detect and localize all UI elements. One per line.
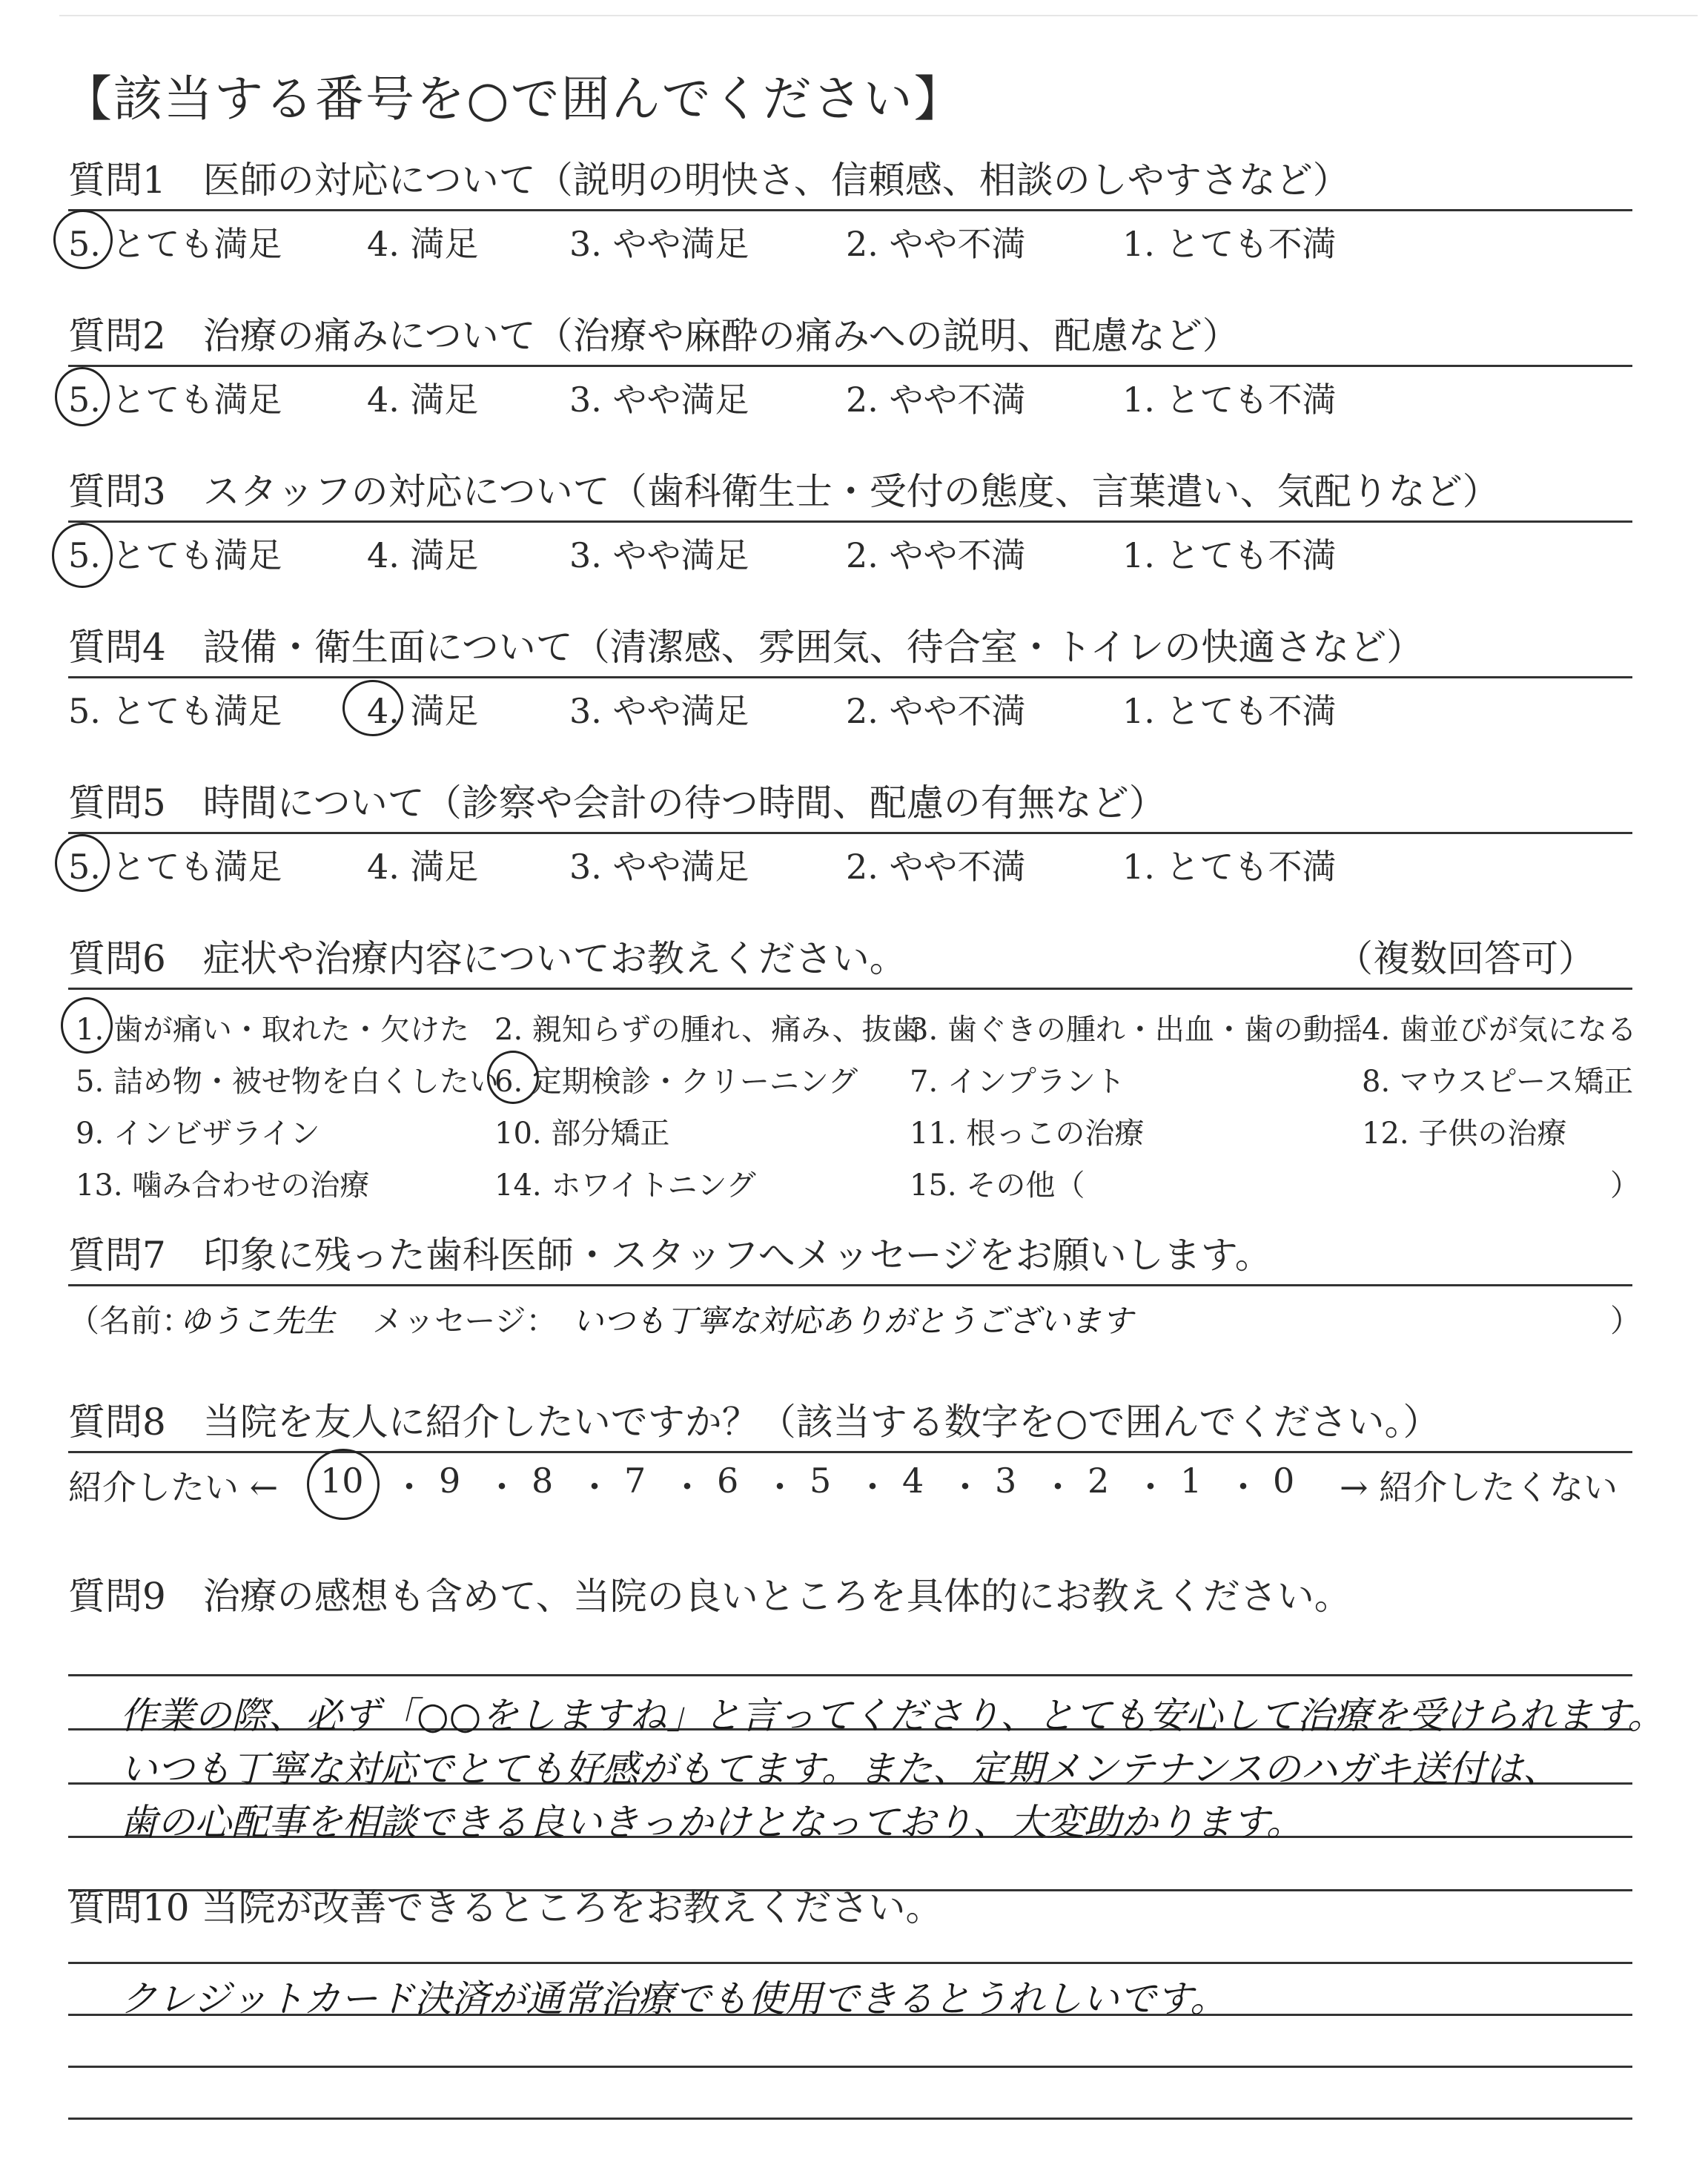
- question-8-heading: 質問8 当院を友人に紹介したいですか？（該当する数字を○で囲んでください。）: [68, 1401, 1440, 1444]
- question-8: [68, 1398, 1632, 1513]
- answer-circle: [55, 834, 110, 892]
- separator: ・: [763, 1467, 797, 1507]
- option-15[interactable]: 15. その他（: [910, 1168, 1085, 1203]
- score-4[interactable]: 4: [902, 1461, 924, 1501]
- question-1-heading: 質問1 医師の対応について（説明の明快さ、信頼感、相談のしやすさなど）: [68, 159, 1350, 202]
- answer-circle: [487, 1051, 539, 1104]
- option-9[interactable]: 9. インビザライン: [76, 1117, 320, 1151]
- option-2[interactable]: 2. 親知らずの腫れ、痛み、抜歯: [494, 1013, 921, 1047]
- message-close-paren: ）: [1610, 1303, 1642, 1339]
- separator: ・: [1133, 1467, 1168, 1507]
- option-1[interactable]: 1. とても不満: [1122, 224, 1337, 264]
- question-5-options: [68, 834, 1632, 886]
- option-2[interactable]: 2. やや不満: [846, 380, 1026, 420]
- question-3-options: [68, 523, 1632, 575]
- question-6-options: [68, 990, 1640, 1205]
- question-4-heading: 質問4 設備・衛生面について（清潔感、雰囲気、待合室・トイレの快適さなど）: [68, 626, 1424, 669]
- question-9: [68, 1572, 1665, 1903]
- score-1[interactable]: 1: [1180, 1461, 1202, 1501]
- separator: ・: [1226, 1467, 1260, 1507]
- separator: ・: [948, 1467, 982, 1507]
- score-5[interactable]: 5: [810, 1461, 832, 1501]
- option-4[interactable]: 4. 満足: [367, 535, 479, 575]
- question-6-heading: [68, 934, 1632, 983]
- separator: ・: [577, 1467, 612, 1507]
- option-1[interactable]: 1. とても不満: [1122, 535, 1337, 575]
- question-7: [68, 1231, 1642, 1346]
- option-10[interactable]: 10. 部分矯正: [494, 1117, 670, 1151]
- score-0[interactable]: 0: [1273, 1461, 1295, 1501]
- score-7[interactable]: 7: [624, 1461, 646, 1501]
- message-label: メッセージ：: [372, 1303, 557, 1339]
- answer-text-line[interactable]: クレジットカード決済が通常治療でも使用できるとうれしいです。: [120, 1977, 1228, 2020]
- answer-circle: [55, 367, 110, 426]
- option-5[interactable]: 5. とても満足: [68, 224, 282, 264]
- option-14[interactable]: 14. ホワイトニング: [494, 1168, 756, 1203]
- option-6[interactable]: 6. 定期検診・クリーニング: [494, 1065, 858, 1099]
- recommend-scale: [68, 1453, 1632, 1513]
- top-rule: [59, 15, 1698, 16]
- answer-text-line[interactable]: 歯の心配事を相談できる良いきっかけとなっており、大変助かります。: [120, 1801, 1303, 1844]
- question-4: [68, 623, 1632, 730]
- score-6[interactable]: 6: [717, 1461, 739, 1501]
- answer-circle: [53, 210, 113, 269]
- question-3: [68, 467, 1632, 575]
- answer-text-line[interactable]: 作業の際、必ず「○○をしますね」と言ってくださり、とても安心して治療を受けられます。: [120, 1694, 1665, 1737]
- message-value[interactable]: いつも丁寧な対応ありがとうございます: [572, 1303, 1133, 1339]
- question-4-options: [68, 678, 1632, 730]
- option-4[interactable]: 4. 満足: [367, 691, 479, 731]
- separator: ・: [670, 1467, 704, 1507]
- option-4[interactable]: 4. 満足: [367, 847, 479, 887]
- question-2-heading: 質問2 治療の痛みについて（治療や麻酔の痛みへの説明、配慮など）: [68, 314, 1239, 357]
- message-line: [68, 1286, 1642, 1346]
- answer-line: [68, 2118, 1632, 2120]
- option-3[interactable]: 3. やや満足: [569, 224, 749, 264]
- form-title: 【該当する番号を○で囲んでください】: [63, 70, 964, 128]
- option-7[interactable]: 7. インプラント: [910, 1065, 1125, 1099]
- option-4[interactable]: 4. 満足: [367, 380, 479, 420]
- separator: ・: [1041, 1467, 1075, 1507]
- option-1[interactable]: 1. とても不満: [1122, 691, 1337, 731]
- option-1[interactable]: 1. とても不満: [1122, 380, 1337, 420]
- option-3[interactable]: 3. やや満足: [569, 847, 749, 887]
- option-5[interactable]: 5. とても満足: [68, 847, 282, 887]
- option-3[interactable]: 3. やや満足: [569, 380, 749, 420]
- question-7-heading: 質問7 印象に残った歯科医師・スタッフへメッセージをお願いします。: [68, 1234, 1272, 1277]
- answer-circle: [52, 523, 113, 588]
- name-label: （名前：: [68, 1303, 193, 1339]
- question-6-label: 質問6 症状や治療内容についてお教えください。: [68, 937, 907, 980]
- other-close-paren: ）: [1610, 1168, 1640, 1203]
- score-9[interactable]: 9: [439, 1461, 461, 1501]
- question-2-options: [68, 367, 1632, 419]
- score-8[interactable]: 8: [532, 1461, 554, 1501]
- question-3-heading: 質問3 スタッフの対応について（歯科衛生士・受付の態度、言葉遣い、気配りなど）: [68, 470, 1500, 513]
- question-10-heading: 質問10 当院が改善できるところをお教えください。: [68, 1886, 943, 1929]
- option-4[interactable]: 4. 歯並びが気になる: [1362, 1013, 1637, 1047]
- separator: ・: [485, 1467, 519, 1507]
- question-6: [68, 934, 1640, 1205]
- answer-circle: [307, 1449, 380, 1520]
- question-1: [68, 156, 1632, 263]
- option-4[interactable]: 4. 満足: [367, 224, 479, 264]
- option-2[interactable]: 2. やや不満: [846, 224, 1026, 264]
- question-5-heading: 質問5 時間について（診察や会計の待つ時間、配慮の有無など）: [68, 781, 1166, 824]
- answer-circle: [61, 997, 113, 1054]
- answer-line: [68, 1674, 1632, 1676]
- option-2[interactable]: 2. やや不満: [846, 535, 1026, 575]
- option-2[interactable]: 2. やや不満: [846, 691, 1026, 731]
- answer-circle: [342, 680, 403, 736]
- option-8[interactable]: 8. マウスピース矯正: [1362, 1065, 1634, 1099]
- option-3[interactable]: 3. やや満足: [569, 535, 749, 575]
- question-5: [68, 778, 1632, 886]
- option-3[interactable]: 3. やや満足: [569, 691, 749, 731]
- option-5[interactable]: 5. 詰め物・被せ物を白くしたい: [76, 1065, 499, 1099]
- question-1-options: [68, 211, 1632, 263]
- answer-area: [68, 1932, 1632, 2162]
- answer-line: [68, 2066, 1632, 2068]
- option-5[interactable]: 5. とても満足: [68, 380, 282, 420]
- answer-line: [68, 1962, 1632, 1964]
- option-11[interactable]: 11. 根っこの治療: [910, 1117, 1145, 1151]
- question-9-heading: 質問9 治療の感想も含めて、当院の良いところを具体的にお教えください。: [68, 1575, 1351, 1618]
- option-3[interactable]: 3. 歯ぐきの腫れ・出血・歯の動揺: [910, 1013, 1363, 1047]
- scale-left-label: 紹介したい ←: [68, 1467, 279, 1507]
- separator: ・: [855, 1467, 890, 1507]
- score-10[interactable]: 10: [320, 1461, 364, 1501]
- scale-right-label: → 紹介したくない: [1340, 1467, 1618, 1507]
- option-1[interactable]: 1. 歯が痛い・取れた・欠けた: [76, 1013, 469, 1047]
- answer-text-line[interactable]: いつも丁寧な対応でとても好感がもてます。また、定期メンテナンスのハガキ送付は、: [120, 1748, 1560, 1791]
- score-2[interactable]: 2: [1088, 1461, 1110, 1501]
- question-10: [68, 1883, 1632, 2162]
- answer-area: [68, 1621, 1665, 1903]
- name-value[interactable]: ゆうこ先生: [179, 1303, 336, 1339]
- option-12[interactable]: 12. 子供の治療: [1362, 1117, 1567, 1151]
- score-3[interactable]: 3: [995, 1461, 1017, 1501]
- question-2: [68, 311, 1632, 419]
- option-1[interactable]: 1. とても不満: [1122, 847, 1337, 887]
- multiple-answers-note: （複数回答可）: [1336, 937, 1595, 980]
- separator: ・: [392, 1467, 426, 1507]
- option-2[interactable]: 2. やや不満: [846, 847, 1026, 887]
- option-13[interactable]: 13. 噛み合わせの治療: [76, 1168, 370, 1203]
- option-5[interactable]: 5. とても満足: [68, 535, 282, 575]
- option-5[interactable]: 5. とても満足: [68, 691, 282, 731]
